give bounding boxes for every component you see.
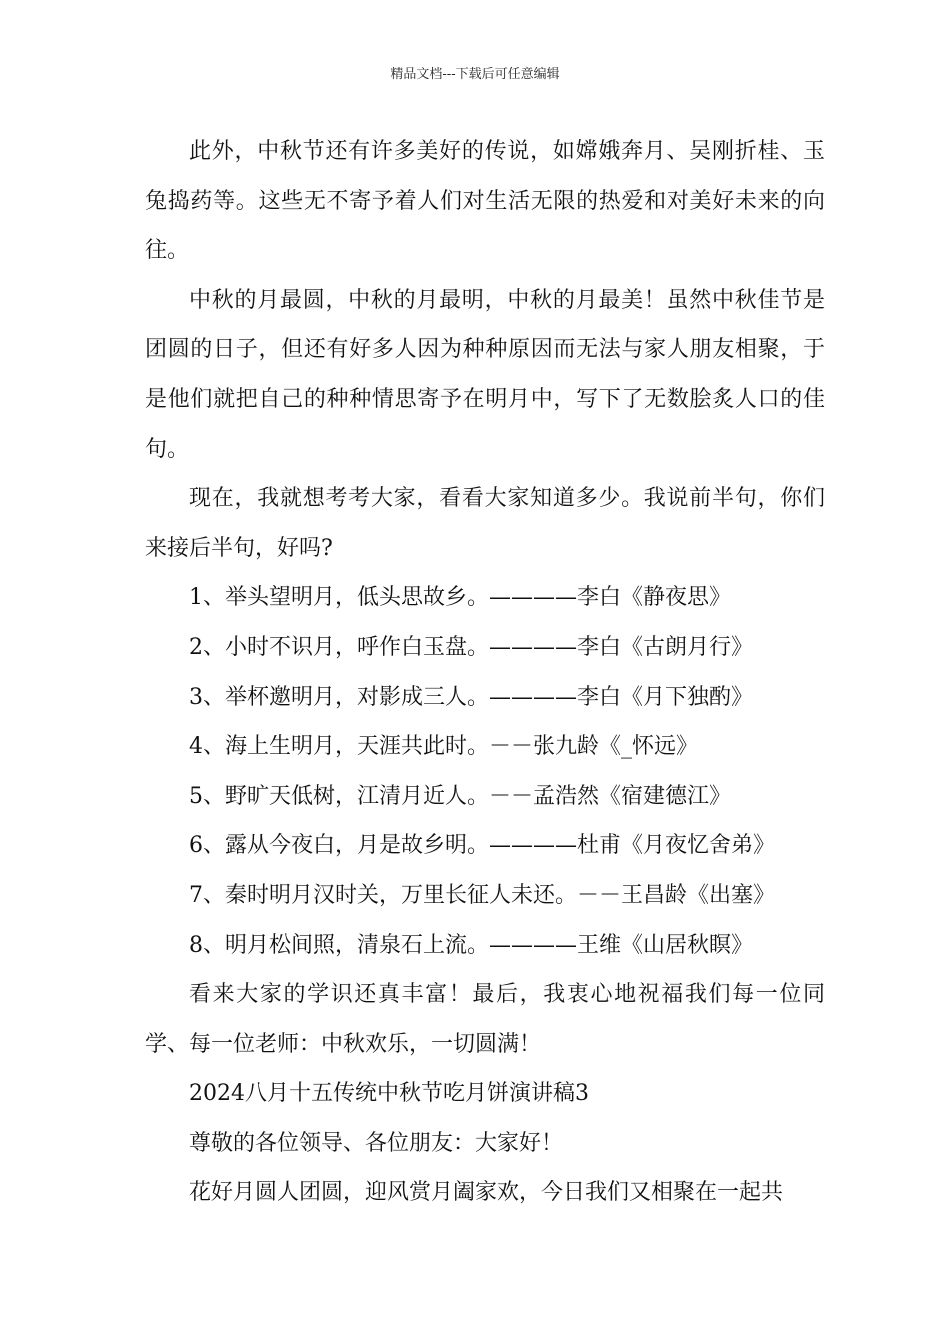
poem-line: 3、举杯邀明月，对影成三人。————李白《月下独酌》 [189,684,753,710]
greeting-line: 尊敬的各位领导、各位朋友：大家好！ [189,1130,564,1156]
section-title: 2024八月十五传统中秋节吃月饼演讲稿3 [189,1081,589,1107]
poem-line: 4、海上生明月，天涯共此时。－－张九龄《_怀远》 [189,734,698,760]
poem-line: 5、野旷天低树，江清月近人。－－孟浩然《宿建德江》 [189,783,731,809]
poem-line: 7、秦时明月汉时关，万里长征人未还。－－王昌龄《出塞》 [189,882,775,908]
poem-line: 2、小时不识月，呼作白玉盘。————李白《古朗月行》 [189,634,753,660]
paragraph-opening: 花好月圆人团圆，迎风赏月阖家欢，今日我们又相聚在一起共 [189,1180,784,1206]
paragraph-moon-verses: 中秋的月最圆，中秋的月最明，中秋的月最美！虽然中秋佳节是团圆的日子，但还有好多人因为种种原因而无法与家人朋友相聚，于是他们就把自己的种种情思寄予在明月中，写下了无数脍炙人口的佳句。 [145,287,825,462]
document-body [145,127,825,1218]
paragraph-quiz-intro: 现在，我就想考考大家，看看大家知道多少。我说前半句，你们来接后半句，好吗? [145,486,825,561]
paragraph-closing: 看来大家的学识还真丰富！最后，我衷心地祝福我们每一位同学、每一位老师：中秋欢乐，一切圆满！ [145,982,825,1057]
poem-line: 1、举头望明月，低头思故乡。————李白《静夜思》 [189,585,731,611]
poem-line: 8、明月松间照，清泉石上流。————王维《山居秋瞑》 [189,932,753,958]
page-header: 精品文档---下载后可任意编辑 [390,67,560,82]
poem-line: 6、露从今夜白，月是故乡明。————杜甫《月夜忆舍弟》 [189,833,775,859]
paragraph-legends: 此外，中秋节还有许多美好的传说，如嫦娥奔月、吴刚折桂、玉兔捣药等。这些无不寄予着人们对生活无限的热爱和对美好未来的向往。 [145,139,825,264]
